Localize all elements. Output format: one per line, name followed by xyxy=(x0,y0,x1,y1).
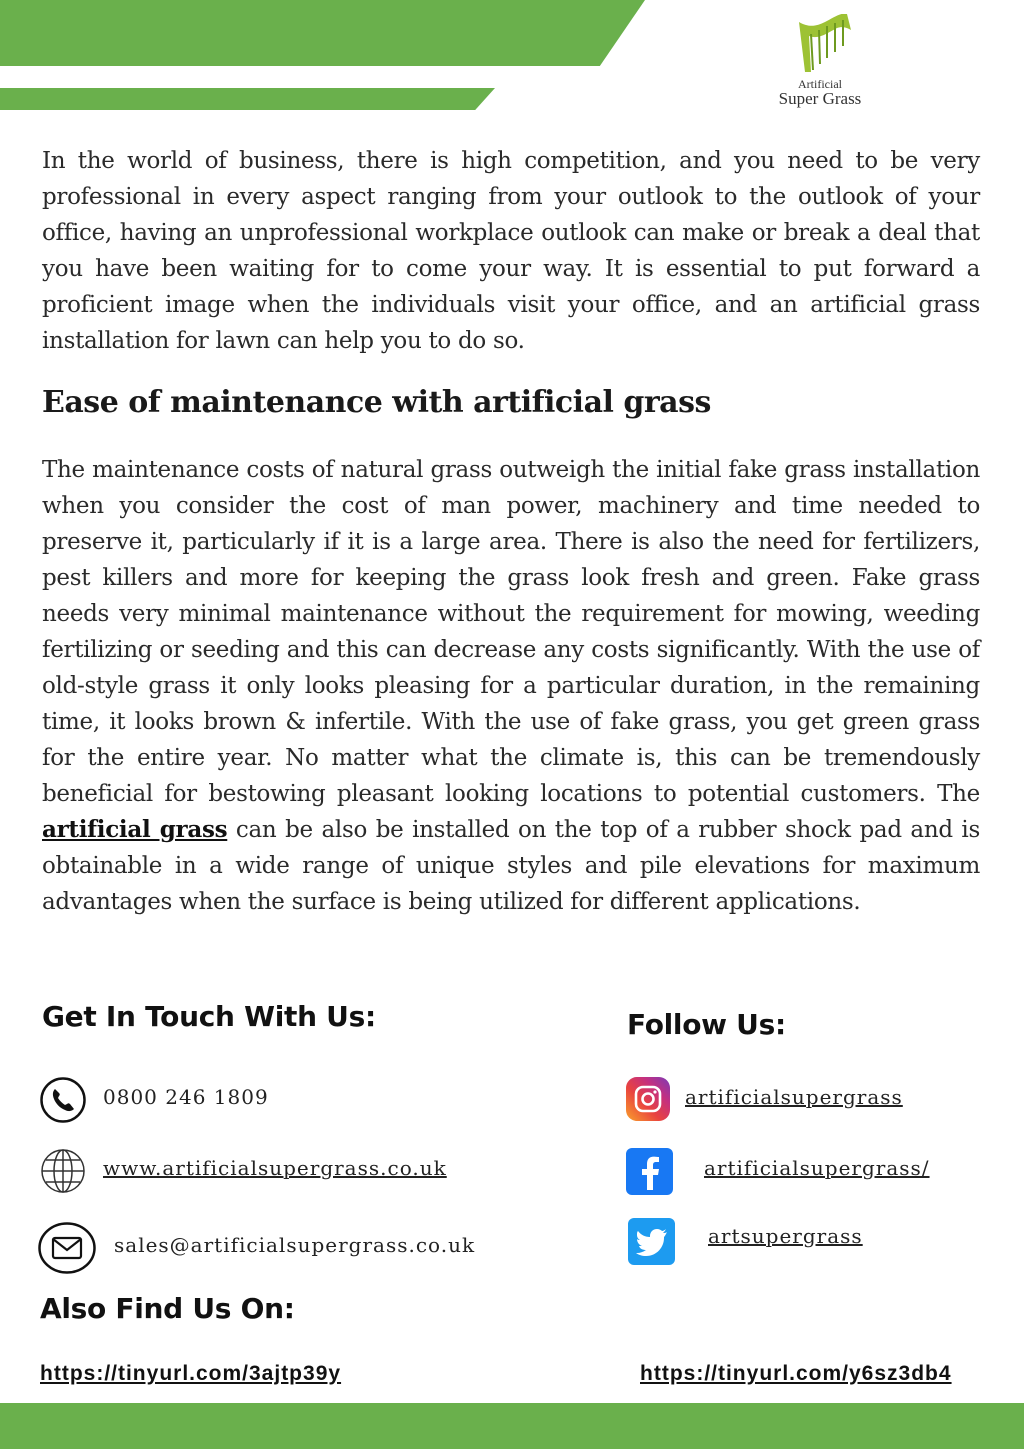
find-section-title: Also Find Us On: xyxy=(40,1292,295,1325)
instagram-icon[interactable] xyxy=(626,1077,670,1121)
header-band-top xyxy=(0,0,645,66)
body-text-part-1: The maintenance costs of natural grass outweigh the initial fake grass installation when you consider the cost of man power, machinery and time needed to preserve it, particularly if it is a large area. There is also the need for fertilizers, pest killers and more for keeping the grass look fresh and green. Fake grass needs very minimal maintenance without the requirement for mowing, weeding fertilizing or seeding and this can decrease any costs significantly. With the use of old-style grass it only looks pleasing for a particular duration, in the remaining time, it looks brown & infertile. With the use of fake grass, you get green grass for the entire year. No matter what the climate is, this can be tremendously beneficial for bestowing pleasant looking locations to potential customers. The xyxy=(42,457,980,807)
twitter-icon[interactable] xyxy=(628,1218,675,1265)
logo-text-large: Super Grass xyxy=(778,89,862,108)
intro-paragraph: In the world of business, there is high competition, and you need to be very professional in every aspect ranging from your outlook to the outlook of your office, having an unprofessional workplace outlook can make or break a deal that you have been waiting for to come your way. It is essential to put forward a proficient image when the individuals visit your office, and an artificial grass installation for lawn can help you to do so. xyxy=(42,148,980,354)
body-paragraph xyxy=(42,452,980,920)
brand-logo xyxy=(768,14,872,110)
instagram-link[interactable]: artificialsupergrass xyxy=(685,1085,903,1109)
twitter-link[interactable]: artsupergrass xyxy=(708,1224,863,1248)
footer-band xyxy=(0,1403,1024,1449)
globe-icon xyxy=(40,1148,86,1194)
contact-section-title: Get In Touch With Us: xyxy=(42,1000,376,1033)
facebook-glyph-icon xyxy=(635,1154,665,1190)
header-band-secondary xyxy=(0,88,495,110)
logo-text-small: Artificial xyxy=(798,77,842,91)
grass-flag-logo-icon xyxy=(785,14,855,76)
short-link-1[interactable]: https://tinyurl.com/3ajtp39y xyxy=(40,1362,342,1385)
short-link-2[interactable]: https://tinyurl.com/y6sz3db4 xyxy=(640,1362,952,1385)
email-link[interactable]: sales@artificialsupergrass.co.uk xyxy=(114,1233,476,1257)
body-text-part-2: can be also be installed on the top of a rubber shock pad and is obtainable in a wide range of unique styles and pile elevations for maximum advantages when the surface is being utilized for different applications. xyxy=(42,817,980,915)
artificial-grass-link[interactable]: artificial grass xyxy=(42,816,228,843)
section-heading: Ease of maintenance with artificial grass xyxy=(42,385,711,420)
follow-section-title: Follow Us: xyxy=(627,1008,786,1041)
phone-icon xyxy=(40,1077,86,1123)
twitter-bird-icon xyxy=(636,1228,668,1256)
email-icon xyxy=(38,1222,96,1274)
phone-number: 0800 246 1809 xyxy=(103,1085,269,1109)
facebook-icon[interactable] xyxy=(626,1148,673,1195)
instagram-glyph-icon xyxy=(633,1084,663,1114)
facebook-link[interactable]: artificialsupergrass/ xyxy=(704,1156,930,1180)
website-link[interactable]: www.artificialsupergrass.co.uk xyxy=(103,1156,447,1180)
